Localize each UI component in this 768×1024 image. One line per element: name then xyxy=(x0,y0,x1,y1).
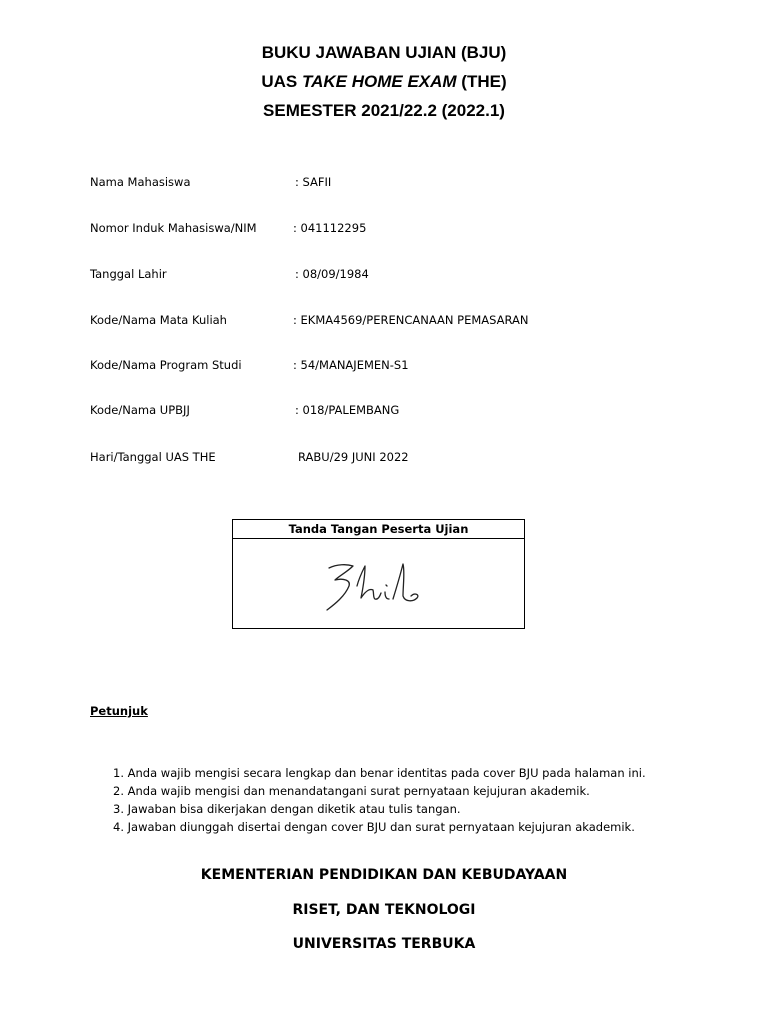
field-value-upbjj: : 018/PALEMBANG xyxy=(295,403,400,417)
title-line-1: BUKU JAWABAN UJIAN (BJU) xyxy=(261,43,507,62)
field-label-hari-tanggal: Hari/Tanggal UAS THE xyxy=(90,450,216,464)
field-value-tanggal-lahir: : 08/09/1984 xyxy=(295,267,369,281)
field-label-mata-kuliah: Kode/Nama Mata Kuliah xyxy=(90,313,227,327)
instruction-item: 4. Jawaban diunggah disertai dengan cover BJU dan surat pernyataan kejujuran akademik. xyxy=(113,820,635,834)
instruction-item: 1. Anda wajib mengisi secara lengkap dan benar identitas pada cover BJU pada halaman ini. xyxy=(113,766,646,780)
footer-ministry: KEMENTERIAN PENDIDIKAN DAN KEBUDAYAAN xyxy=(200,867,568,883)
title-line-2-suffix: (THE) xyxy=(456,72,507,91)
field-label-nama: Nama Mahasiswa xyxy=(90,175,191,189)
signature-box xyxy=(232,519,525,629)
title-line-2 xyxy=(0,72,768,92)
footer-university: UNIVERSITAS TERBUKA xyxy=(292,936,476,952)
field-label-program-studi: Kode/Nama Program Studi xyxy=(90,358,242,372)
field-value-hari-tanggal: RABU/29 JUNI 2022 xyxy=(298,450,409,464)
instructions-heading: Petunjuk xyxy=(90,704,148,718)
handwritten-signature xyxy=(323,556,433,616)
field-value-mata-kuliah: : EKMA4569/PERENCANAAN PEMASARAN xyxy=(293,313,529,327)
field-value-program-studi: : 54/MANAJEMEN-S1 xyxy=(293,358,409,372)
title-line-3: SEMESTER 2021/22.2 (2022.1) xyxy=(263,101,505,120)
field-label-tanggal-lahir: Tanggal Lahir xyxy=(90,267,167,281)
title-line-2-prefix: UAS xyxy=(261,72,302,91)
instruction-item: 2. Anda wajib mengisi dan menandatangani surat pernyataan kejujuran akademik. xyxy=(113,784,590,798)
instruction-item: 3. Jawaban bisa dikerjakan dengan diketik atau tulis tangan. xyxy=(113,802,461,816)
field-value-nama: : SAFII xyxy=(295,175,332,189)
field-label-upbjj: Kode/Nama UPBJJ xyxy=(90,403,190,417)
title-line-2-italic: TAKE HOME EXAM xyxy=(302,72,457,91)
field-value-nim: : 041112295 xyxy=(293,221,367,235)
signature-header: Tanda Tangan Peserta Ujian xyxy=(233,520,524,539)
field-label-nim: Nomor Induk Mahasiswa/NIM xyxy=(90,221,257,235)
instructions-list xyxy=(113,764,646,836)
footer-research: RISET, DAN TEKNOLOGI xyxy=(292,902,476,918)
